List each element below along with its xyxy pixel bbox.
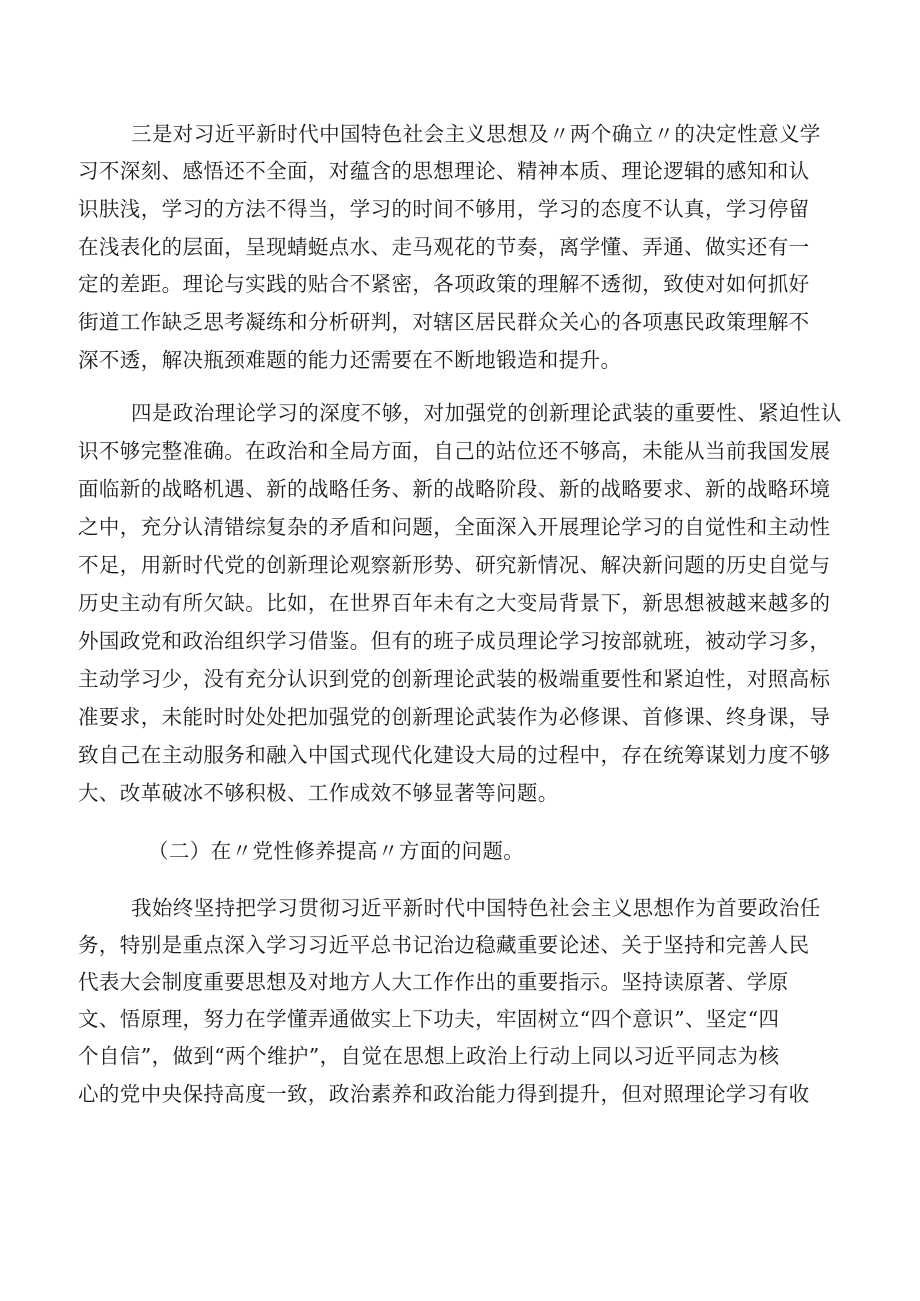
text-line: 面临新的战略机遇、新的战略任务、新的战略阶段、新的战略要求、新的战略环境 [78, 477, 831, 501]
text-line: 主动学习少，没有充分认识到党的创新理论武装的极端重要性和紧迫性，对照高标 [78, 667, 831, 691]
text-line: 定的差距。理论与实践的贴合不紧密，各项政策的理解不透彻，致使对如何抓好 [78, 272, 810, 296]
text-line: 不足，用新时代党的创新理论观察新形势、研究新情况、解决新问题的历史自觉与 [78, 553, 831, 577]
text-line: 深不透，解决瓶颈难题的能力还需要在不断地锻造和提升。 [78, 348, 622, 372]
text-line: 四是政治理论学习的深度不够，对加强党的创新理论武装的重要性、紧迫性认 [131, 401, 842, 425]
section-heading: （二）在〃党性修养提高〃方面的问题。 [148, 839, 525, 863]
text-line: 个自信”，做到“两个维护”，自觉在思想上政治上行动上同以习近平同志为核 [78, 1044, 780, 1068]
text-line: 大、改革破冰不够积极、工作成效不够显著等问题。 [78, 781, 559, 805]
text-line: 心的党中央保持高度一致，政治素养和政治能力得到提升，但对照理论学习有收 [78, 1082, 810, 1106]
text-line: 之中，充分认清错综复杂的矛盾和问题，全面深入开展理论学习的自觉性和主动性 [78, 515, 831, 539]
text-line: 文、悟原理，努力在学懂弄通做实上下功夫，牢固树立“四个意识”、坚定“四 [78, 1007, 780, 1031]
text-line: 街道工作缺乏思考凝练和分析研判，对辖区居民群众关心的各项惠民政策理解不 [78, 310, 810, 334]
text-line: 三是对习近平新时代中国特色社会主义思想及〃两个确立〃的决定性意义学 [131, 122, 821, 146]
text-line: 识不够完整准确。在政治和全局方面，自己的站位还不够高，未能从当前我国发展 [78, 439, 831, 463]
text-line: 外国政党和政治组织学习借鉴。但有的班子成员理论学习按部就班，被动学习多， [78, 629, 831, 653]
text-line: 在浅表化的层面，呈现蜻蜓点水、走马观花的节奏，离学懂、弄通、做实还有一 [78, 235, 810, 259]
text-line: 准要求，未能时时处处把加强党的创新理论武装作为必修课、首修课、终身课，导 [78, 705, 831, 729]
text-line: 习不深刻、感悟还不全面，对蕴含的思想理论、精神本质、理论逻辑的感知和认 [78, 159, 810, 183]
text-line: 代表大会制度重要思想及对地方人大工作作出的重要指示。坚持读原著、学原 [78, 970, 789, 994]
text-line: 致自己在主动服务和融入中国式现代化建设大局的过程中，存在统筹谋划力度不够 [78, 743, 831, 767]
text-line: 历史主动有所欠缺。比如，在世界百年未有之大变局背景下，新思想被越来越多的 [78, 591, 831, 615]
text-line: 我始终坚持把学习贯彻习近平新时代中国特色社会主义思想作为首要政治任 [131, 896, 821, 920]
text-line: 务，特别是重点深入学习习近平总书记治边稳藏重要论述、关于坚持和完善人民 [78, 933, 810, 957]
text-line: 识肤浅，学习的方法不得当，学习的时间不够用，学习的态度不认真，学习停留 [78, 197, 810, 221]
